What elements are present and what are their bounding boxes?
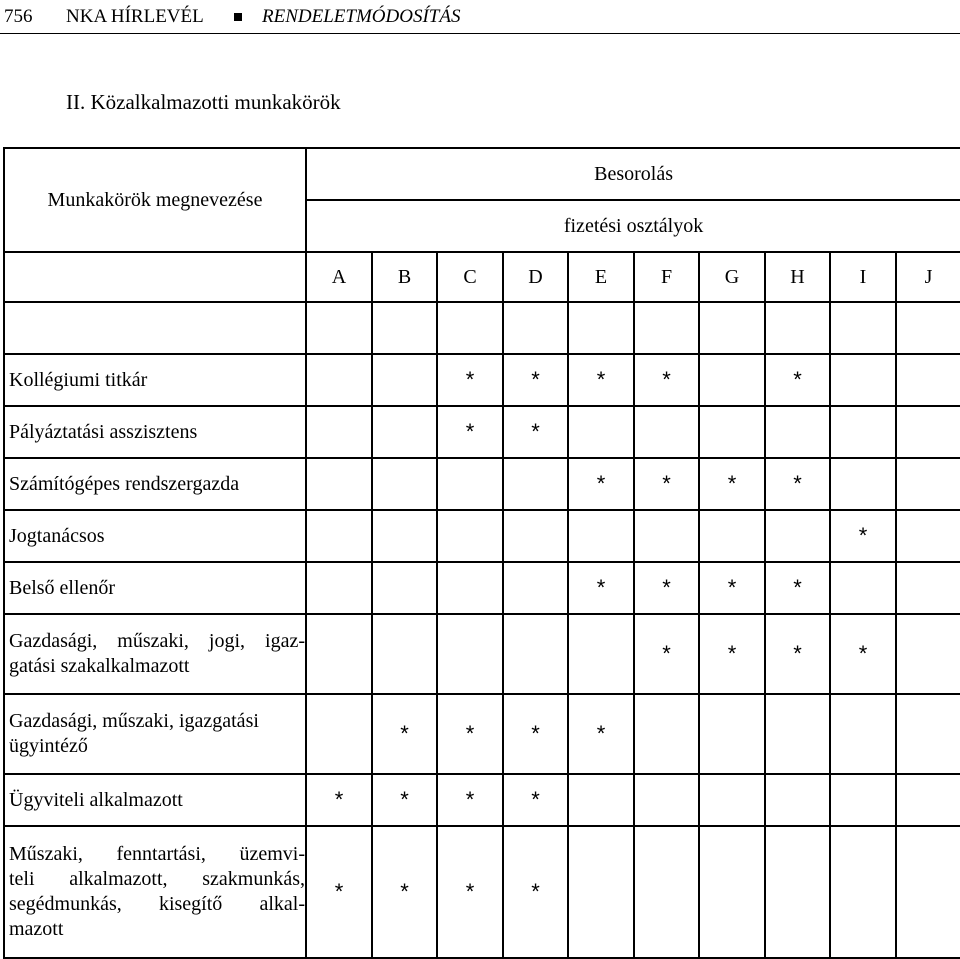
job-title-line: Műszaki, fenntartási, üzemvi- xyxy=(9,843,305,865)
job-title-line: Gazdasági, műszaki, igazgatási xyxy=(9,710,259,732)
table-row xyxy=(4,826,960,958)
job-title-line: Belső ellenőr xyxy=(9,576,116,599)
asterisk-mark: * xyxy=(858,641,868,666)
section-heading: II. Közalkalmazotti munkakörök xyxy=(66,90,341,114)
class-cell-h xyxy=(765,562,830,614)
class-cell-d xyxy=(503,774,568,826)
class-cell-h xyxy=(765,774,830,826)
class-cell-b xyxy=(372,694,437,774)
class-cell-a xyxy=(306,510,372,562)
class-cell-b xyxy=(372,510,437,562)
class-cell-d xyxy=(503,406,568,458)
asterisk-mark: * xyxy=(400,879,409,904)
class-cell-d xyxy=(503,510,568,562)
job-title-cell xyxy=(4,694,306,774)
class-cell-f xyxy=(634,510,699,562)
class-cell-j xyxy=(896,406,960,458)
job-title-cell xyxy=(4,354,306,406)
class-cell-g xyxy=(699,774,765,826)
column-header-a: A xyxy=(306,252,372,302)
empty-cell xyxy=(4,302,306,354)
empty-cell xyxy=(372,302,437,354)
asterisk-mark: * xyxy=(727,575,737,600)
class-cell-e xyxy=(568,614,634,694)
table-row xyxy=(4,774,960,826)
job-title-line: segédmunkás, kisegítő alkal- xyxy=(9,893,305,915)
asterisk-mark: * xyxy=(596,367,606,392)
class-cell-d xyxy=(503,614,568,694)
job-title-cell xyxy=(4,562,306,614)
job-title-line: Ügyviteli alkalmazott xyxy=(9,788,183,811)
job-classification-table xyxy=(3,147,960,959)
job-title-line: Pályáztatási asszisztens xyxy=(9,420,198,443)
class-cell-i xyxy=(830,694,896,774)
job-title-line: Számítógépes rendszergazda xyxy=(9,472,240,495)
empty-cell xyxy=(568,302,634,354)
class-cell-c xyxy=(437,614,503,694)
column-header-c: C xyxy=(437,252,503,302)
class-cell-d xyxy=(503,458,568,510)
class-cell-a xyxy=(306,774,372,826)
class-cell-c xyxy=(437,694,503,774)
class-cell-a xyxy=(306,562,372,614)
asterisk-mark: * xyxy=(662,641,671,666)
asterisk-mark: * xyxy=(727,641,737,666)
class-cell-g xyxy=(699,826,765,958)
class-cell-j xyxy=(896,694,960,774)
asterisk-mark: * xyxy=(531,367,540,392)
class-cell-j xyxy=(896,774,960,826)
table-row xyxy=(4,354,960,406)
class-cell-a xyxy=(306,694,372,774)
class-cell-c xyxy=(437,562,503,614)
class-cell-b xyxy=(372,562,437,614)
asterisk-mark: * xyxy=(858,523,868,548)
asterisk-mark: * xyxy=(727,471,737,496)
class-cell-h xyxy=(765,614,830,694)
asterisk-mark: * xyxy=(662,471,671,496)
class-cell-c xyxy=(437,354,503,406)
class-cell-e xyxy=(568,354,634,406)
class-cell-c xyxy=(437,458,503,510)
class-cell-c xyxy=(437,774,503,826)
running-header xyxy=(0,0,960,34)
job-title-cell xyxy=(4,614,306,694)
class-cell-c xyxy=(437,406,503,458)
square-bullet-icon xyxy=(234,13,242,21)
classification-header: Besorolás xyxy=(306,148,960,200)
class-cell-g xyxy=(699,406,765,458)
column-header-h: H xyxy=(765,252,830,302)
class-cell-h xyxy=(765,354,830,406)
class-cell-f xyxy=(634,458,699,510)
asterisk-mark: * xyxy=(596,471,606,496)
empty-cell xyxy=(437,302,503,354)
class-cell-g xyxy=(699,614,765,694)
asterisk-mark: * xyxy=(334,879,344,904)
empty-cell xyxy=(830,302,896,354)
class-cell-d xyxy=(503,562,568,614)
column-header-j: J xyxy=(896,252,960,302)
class-cell-g xyxy=(699,562,765,614)
class-cell-b xyxy=(372,614,437,694)
class-cell-e xyxy=(568,826,634,958)
asterisk-mark: * xyxy=(531,787,540,812)
class-cell-e xyxy=(568,510,634,562)
class-cell-i xyxy=(830,614,896,694)
column-header-b: B xyxy=(372,252,437,302)
class-cell-i xyxy=(830,458,896,510)
asterisk-mark: * xyxy=(662,367,671,392)
class-cell-j xyxy=(896,354,960,406)
asterisk-mark: * xyxy=(596,721,606,746)
class-cell-e xyxy=(568,694,634,774)
empty-cell xyxy=(306,302,372,354)
column-header-i: I xyxy=(830,252,896,302)
class-cell-c xyxy=(437,510,503,562)
job-title-cell xyxy=(4,826,306,958)
class-cell-e xyxy=(568,774,634,826)
job-title-line: mazott xyxy=(9,918,64,940)
class-cell-h xyxy=(765,826,830,958)
empty-cell xyxy=(503,302,568,354)
class-cell-b xyxy=(372,774,437,826)
class-cell-g xyxy=(699,458,765,510)
column-header-f: F xyxy=(634,252,699,302)
class-cell-f xyxy=(634,826,699,958)
class-cell-g xyxy=(699,694,765,774)
table-row xyxy=(4,406,960,458)
class-cell-i xyxy=(830,826,896,958)
asterisk-mark: * xyxy=(400,787,409,812)
asterisk-mark: * xyxy=(531,419,540,444)
job-title-line: Jogtanácsos xyxy=(9,524,105,547)
job-title-cell xyxy=(4,510,306,562)
class-cell-j xyxy=(896,826,960,958)
class-cell-f xyxy=(634,614,699,694)
table-row xyxy=(4,458,960,510)
class-cell-f xyxy=(634,694,699,774)
column-header-d: D xyxy=(503,252,568,302)
class-cell-i xyxy=(830,354,896,406)
column-header-e: E xyxy=(568,252,634,302)
job-name-header: Munkakörök megnevezése xyxy=(4,148,306,252)
class-cell-i xyxy=(830,406,896,458)
class-cell-h xyxy=(765,458,830,510)
job-title-line: gatási szakalkalmazott xyxy=(9,655,190,677)
class-cell-e xyxy=(568,458,634,510)
salary-class-header: fizetési osztályok xyxy=(306,200,960,252)
asterisk-mark: * xyxy=(793,367,802,392)
job-title-cell xyxy=(4,406,306,458)
class-cell-a xyxy=(306,614,372,694)
asterisk-mark: * xyxy=(596,575,606,600)
class-cell-g xyxy=(699,354,765,406)
asterisk-mark: * xyxy=(465,721,475,746)
empty-cell xyxy=(699,302,765,354)
table-row xyxy=(4,694,960,774)
asterisk-mark: * xyxy=(465,879,475,904)
asterisk-mark: * xyxy=(465,419,475,444)
section-title: RENDELETMÓDOSÍTÁS xyxy=(262,6,461,27)
asterisk-mark: * xyxy=(662,575,671,600)
empty-header-cell xyxy=(4,252,306,302)
class-cell-c xyxy=(437,826,503,958)
class-cell-b xyxy=(372,458,437,510)
asterisk-mark: * xyxy=(465,367,475,392)
class-cell-i xyxy=(830,562,896,614)
asterisk-mark: * xyxy=(334,787,344,812)
class-cell-d xyxy=(503,694,568,774)
asterisk-mark: * xyxy=(793,641,802,666)
job-title-line: Gazdasági, műszaki, jogi, igaz- xyxy=(9,630,305,652)
asterisk-mark: * xyxy=(531,721,540,746)
class-cell-b xyxy=(372,406,437,458)
empty-cell xyxy=(634,302,699,354)
class-cell-a xyxy=(306,406,372,458)
class-cell-e xyxy=(568,406,634,458)
empty-cell xyxy=(896,302,960,354)
asterisk-mark: * xyxy=(465,787,475,812)
job-title-line: teli alkalmazott, szakmunkás, xyxy=(9,868,305,890)
class-cell-g xyxy=(699,510,765,562)
asterisk-mark: * xyxy=(793,471,802,496)
job-title-line: ügyintéző xyxy=(9,735,88,757)
class-cell-d xyxy=(503,354,568,406)
class-cell-i xyxy=(830,774,896,826)
class-cell-a xyxy=(306,826,372,958)
column-header-g: G xyxy=(699,252,765,302)
table-row xyxy=(4,614,960,694)
asterisk-mark: * xyxy=(793,575,802,600)
class-cell-f xyxy=(634,774,699,826)
publication-title: NKA HÍRLEVÉL xyxy=(66,6,204,27)
class-cell-h xyxy=(765,694,830,774)
class-cell-h xyxy=(765,510,830,562)
empty-cell xyxy=(765,302,830,354)
class-cell-h xyxy=(765,406,830,458)
table-row xyxy=(4,510,960,562)
job-title-line: Kollégiumi titkár xyxy=(9,368,148,391)
class-cell-j xyxy=(896,562,960,614)
class-cell-j xyxy=(896,614,960,694)
asterisk-mark: * xyxy=(400,721,409,746)
class-cell-i xyxy=(830,510,896,562)
job-title-cell xyxy=(4,458,306,510)
class-cell-b xyxy=(372,354,437,406)
class-cell-f xyxy=(634,562,699,614)
class-cell-b xyxy=(372,826,437,958)
class-cell-j xyxy=(896,458,960,510)
asterisk-mark: * xyxy=(531,879,540,904)
class-cell-e xyxy=(568,562,634,614)
table-row xyxy=(4,562,960,614)
job-title-cell xyxy=(4,774,306,826)
page-number: 756 xyxy=(4,6,33,27)
class-cell-d xyxy=(503,826,568,958)
class-cell-a xyxy=(306,458,372,510)
class-cell-j xyxy=(896,510,960,562)
class-cell-f xyxy=(634,354,699,406)
class-cell-a xyxy=(306,354,372,406)
class-cell-f xyxy=(634,406,699,458)
